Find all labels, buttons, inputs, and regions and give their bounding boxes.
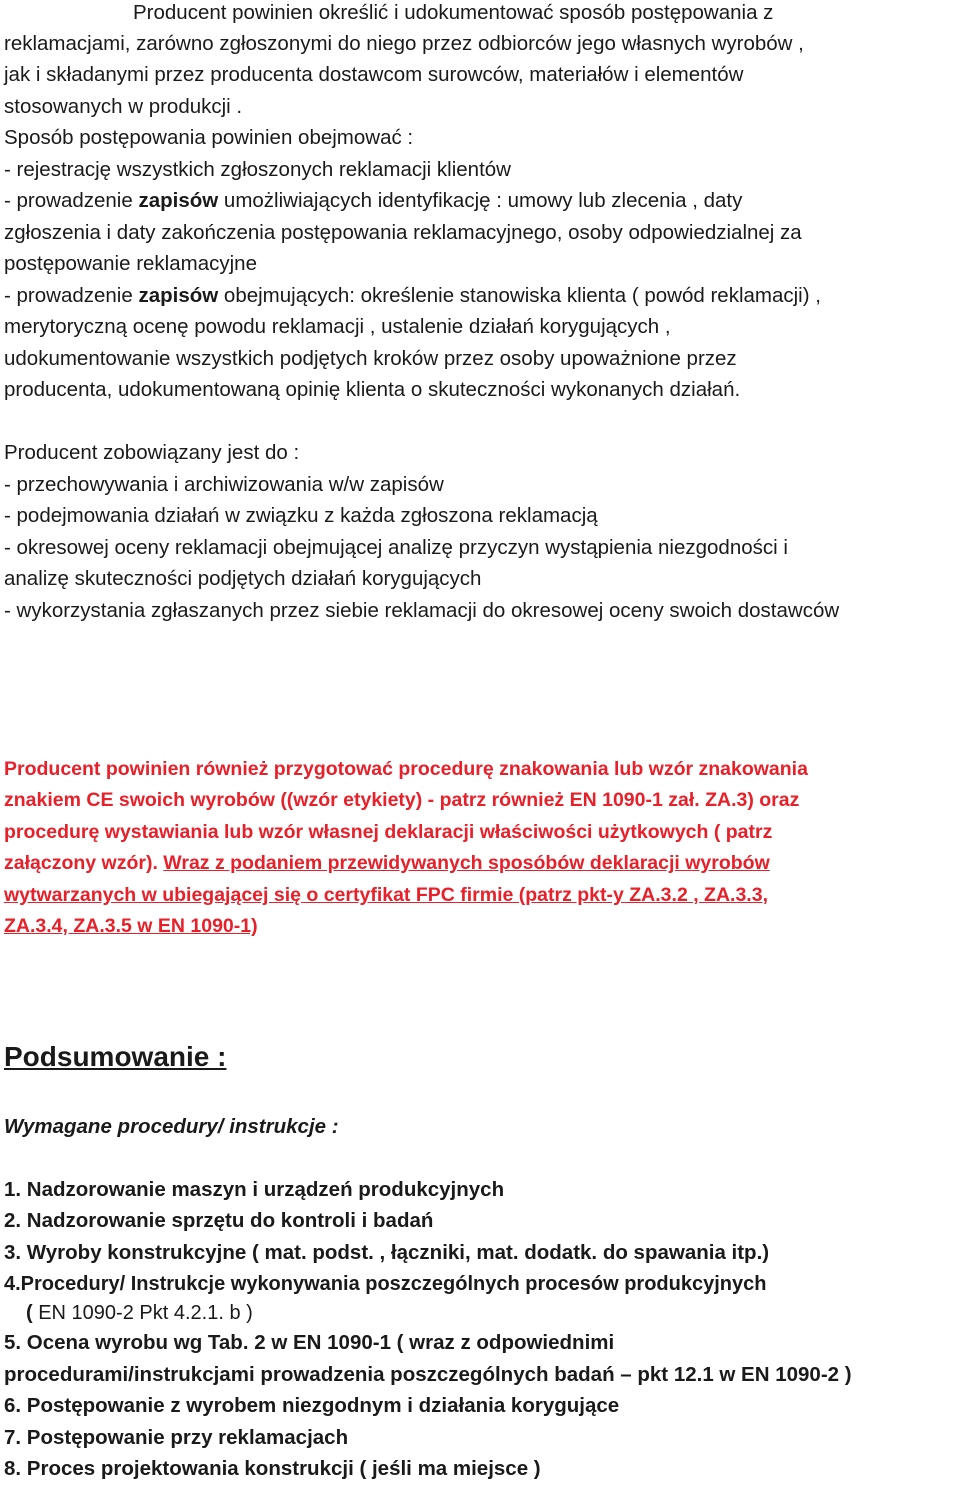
text-line: - przechowywania i archiwizowania w/w zapisów (4, 473, 444, 496)
list-item: 8. Proces projektowania konstrukcji ( jeśli ma miejsce ) (4, 1457, 541, 1480)
list-item: 6. Postępowanie z wyrobem niezgodnym i działania korygujące (4, 1394, 620, 1417)
text-fragment: załączony wzór). (4, 852, 164, 874)
list-item-note (26, 1300, 253, 1326)
text-fragment: - prowadzenie (4, 189, 139, 212)
text-line: Producent powinien określić i udokumentować sposób postępowania z (133, 1, 774, 24)
underlined-text: Wraz z podaniem przewidywanych sposóbów deklaracji wyrobów (163, 852, 770, 874)
text-line: udokumentowanie wszystkich podjętych kroków przez osoby upoważnione przez (4, 347, 737, 370)
text-line (4, 283, 821, 309)
red-text-line: wytwarzanych w ubiegającej się o certyfikat FPC firmie (patrz pkt-y ZA.3.2 , ZA.3.3, (4, 884, 768, 906)
bold-word: zapisów (138, 284, 219, 307)
red-text-line: procedurę wystawiania lub wzór własnej deklaracji właściwości użytkowych ( patrz (4, 821, 773, 843)
text-line: analizę skuteczności podjętych działań korygujących (4, 567, 482, 590)
subheading: Wymagane procedury/ instrukcje : (4, 1115, 339, 1138)
text-line: reklamacjami, zarówno zgłoszonymi do niego przez odbiorców jego własnych wyrobów , (4, 32, 804, 55)
list-item: 3. Wyroby konstrukcyjne ( mat. podst. , łączniki, mat. dodatk. do spawania itp.) (4, 1241, 770, 1264)
text-fragment: - prowadzenie (4, 284, 139, 307)
text-line: jak i składanymi przez producenta dostawcom surowców, materiałów i elementów (4, 63, 744, 86)
text-line (4, 188, 742, 214)
text-line: merytoryczną ocenę powodu reklamacji , ustalenie działań korygujących , (4, 315, 671, 338)
text-line: - wykorzystania zgłaszanych przez siebie reklamacji do okresowej oceny swoich dostawców (4, 599, 840, 622)
text-fragment: umożliwiających identyfikację : umowy lub zlecenia , daty (218, 189, 743, 212)
list-item: procedurami/instrukcjami prowadzenia poszczególnych badań – pkt 12.1 w EN 1090-2 ) (4, 1363, 852, 1386)
text-fragment: obejmujących: określenie stanowiska klienta ( powód reklamacji) , (218, 284, 821, 307)
text-fragment: ( (26, 1302, 39, 1324)
list-item: 5. Ocena wyrobu wg Tab. 2 w EN 1090-1 ( wraz z odpowiednimi (4, 1331, 615, 1354)
red-text-line: znakiem CE swoich wyrobów ((wzór etykiety) - patrz również EN 1090-1 zał. ZA.3) oraz (4, 789, 800, 811)
text-line: Sposób postępowania powinien obejmować : (4, 126, 414, 149)
list-item: 7. Postępowanie przy reklamacjach (4, 1426, 349, 1449)
text-line: postępowanie reklamacyjne (4, 252, 257, 275)
section-heading: Podsumowanie : (4, 1041, 227, 1072)
red-text-line: ZA.3.4, ZA.3.5 w EN 1090-1) (4, 915, 258, 937)
red-text-line (4, 850, 770, 876)
text-line: Producent zobowiązany jest do : (4, 441, 300, 464)
list-item: 4.Procedury/ Instrukcje wykonywania poszczególnych procesów produkcyjnych (4, 1273, 767, 1295)
list-item: 1. Nadzorowanie maszyn i urządzeń produkcyjnych (4, 1178, 505, 1201)
text-line: producenta, udokumentowaną opinię klienta o skuteczności wykonanych działań. (4, 378, 741, 401)
bold-word: zapisów (138, 189, 219, 212)
text-line: zgłoszenia i daty zakończenia postępowania reklamacyjnego, osoby odpowiedzialnej za (4, 221, 802, 244)
list-item: 2. Nadzorowanie sprzętu do kontroli i badań (4, 1209, 434, 1232)
text-line: stosowanych w produkcji . (4, 95, 243, 118)
text-fragment: EN 1090-2 Pkt 4.2.1. b ) (38, 1302, 253, 1324)
text-line: - podejmowania działań w związku z każda zgłoszona reklamacją (4, 504, 598, 527)
text-line: - okresowej oceny reklamacji obejmującej analizę przyczyn wystąpienia niezgodności i (4, 536, 788, 559)
text-line: - rejestrację wszystkich zgłoszonych reklamacji klientów (4, 158, 511, 181)
red-text-line: Producent powinien również przygotować procedurę znakowania lub wzór znakowania (4, 758, 808, 780)
